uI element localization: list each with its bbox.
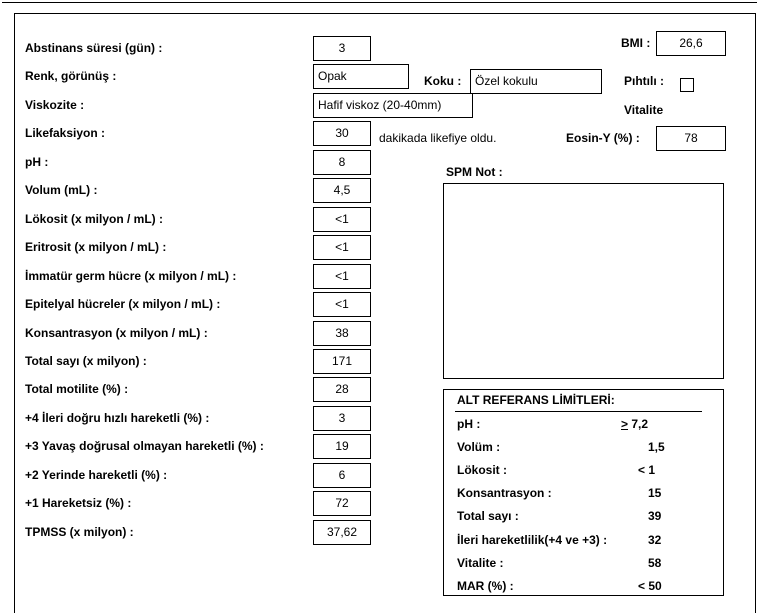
koku-field[interactable]: Özel kokulu <box>470 69 602 94</box>
field-value[interactable]: <1 <box>313 235 371 260</box>
field-label: İmmatür germ hücre (x milyon / mL) : <box>25 269 237 283</box>
bmi-label: BMI : <box>621 36 651 50</box>
field-value[interactable]: 28 <box>313 377 371 402</box>
field-label: Volum (mL) : <box>25 183 98 197</box>
reference-row-label: MAR (%) : <box>457 579 514 593</box>
field-value[interactable]: <1 <box>313 207 371 232</box>
field-value[interactable]: 8 <box>313 150 371 175</box>
field-label: Epitelyal hücreler (x milyon / mL) : <box>25 297 221 311</box>
reference-row-value: 32 <box>648 533 662 547</box>
eosin-label: Eosin-Y (%) : <box>566 131 640 145</box>
field-value[interactable]: 72 <box>313 491 371 516</box>
field-value[interactable]: 30 <box>313 121 371 146</box>
field-label: Total sayı (x milyon) : <box>25 354 147 368</box>
koku-label: Koku : <box>424 74 462 88</box>
spm-note-label: SPM Not : <box>446 165 503 179</box>
reference-row-value: 1,5 <box>648 440 665 454</box>
field-label: Total motilite (%) : <box>25 382 129 396</box>
field-label: Viskozite : <box>25 98 85 112</box>
field-value[interactable]: <1 <box>313 292 371 317</box>
reference-row-value: < 1 <box>638 463 656 477</box>
field-value[interactable]: 3 <box>313 36 371 61</box>
field-label: Eritrosit (x milyon / mL) : <box>25 240 167 254</box>
field-label: Abstinans süresi (gün) : <box>25 41 163 55</box>
eosin-field[interactable]: 78 <box>656 126 726 151</box>
field-label: Likefaksiyon : <box>25 126 106 140</box>
reference-row-value: 58 <box>648 556 662 570</box>
reference-row-label: pH : <box>457 417 481 431</box>
field-label: +3 Yavaş doğrusal olmayan hareketli (%) : <box>25 439 264 453</box>
field-value[interactable]: Hafif viskoz (20-40mm) <box>313 93 473 118</box>
pihtili-label: Pıhtılı : <box>624 74 664 88</box>
field-value[interactable]: 4,5 <box>313 178 371 203</box>
field-value[interactable]: 37,62 <box>313 520 371 545</box>
field-value[interactable]: 19 <box>313 434 371 459</box>
field-label: Renk, görünüş : <box>25 69 117 83</box>
spm-note-field[interactable] <box>443 183 724 379</box>
reference-row-label: Total sayı : <box>457 509 519 523</box>
bmi-field[interactable]: 26,6 <box>656 31 726 56</box>
vitalite-label: Vitalite <box>624 103 664 117</box>
reference-row-value: < 50 <box>638 579 662 593</box>
reference-row-label: Vitalite : <box>457 556 504 570</box>
field-value[interactable]: 171 <box>313 349 371 374</box>
reference-row-value: 39 <box>648 509 662 523</box>
field-value[interactable]: Opak <box>313 64 409 89</box>
pihtili-checkbox[interactable] <box>680 78 694 92</box>
reference-row-label: Volüm : <box>457 440 501 454</box>
reference-row-value: 15 <box>648 486 662 500</box>
field-label: Konsantrasyon (x milyon / mL) : <box>25 326 208 340</box>
field-value[interactable]: <1 <box>313 264 371 289</box>
reference-row-label: İleri hareketlilik(+4 ve +3) : <box>457 533 608 547</box>
field-label: +1 Hareketsiz (%) : <box>25 496 132 510</box>
field-value[interactable]: 38 <box>313 321 371 346</box>
reference-title-rule <box>455 411 702 412</box>
field-label: +2 Yerinde hareketli (%) : <box>25 468 168 482</box>
field-label: Lökosit (x milyon / mL) : <box>25 212 164 226</box>
field-label: +4 İleri doğru hızlı hareketli (%) : <box>25 411 210 425</box>
reference-row-label: Konsantrasyon : <box>457 486 552 500</box>
reference-row-label: Lökosit : <box>457 463 507 477</box>
reference-title: ALT REFERANS LİMİTLERİ: <box>457 393 615 407</box>
field-value[interactable]: 6 <box>313 463 371 488</box>
field-label: TPMSS (x milyon) : <box>25 525 134 539</box>
top-rule <box>2 0 757 3</box>
reference-row-value: > 7,2 <box>621 417 649 431</box>
field-label: pH : <box>25 155 49 169</box>
likefaksiyon-suffix: dakikada likefiye oldu. <box>379 131 497 145</box>
field-value[interactable]: 3 <box>313 406 371 431</box>
